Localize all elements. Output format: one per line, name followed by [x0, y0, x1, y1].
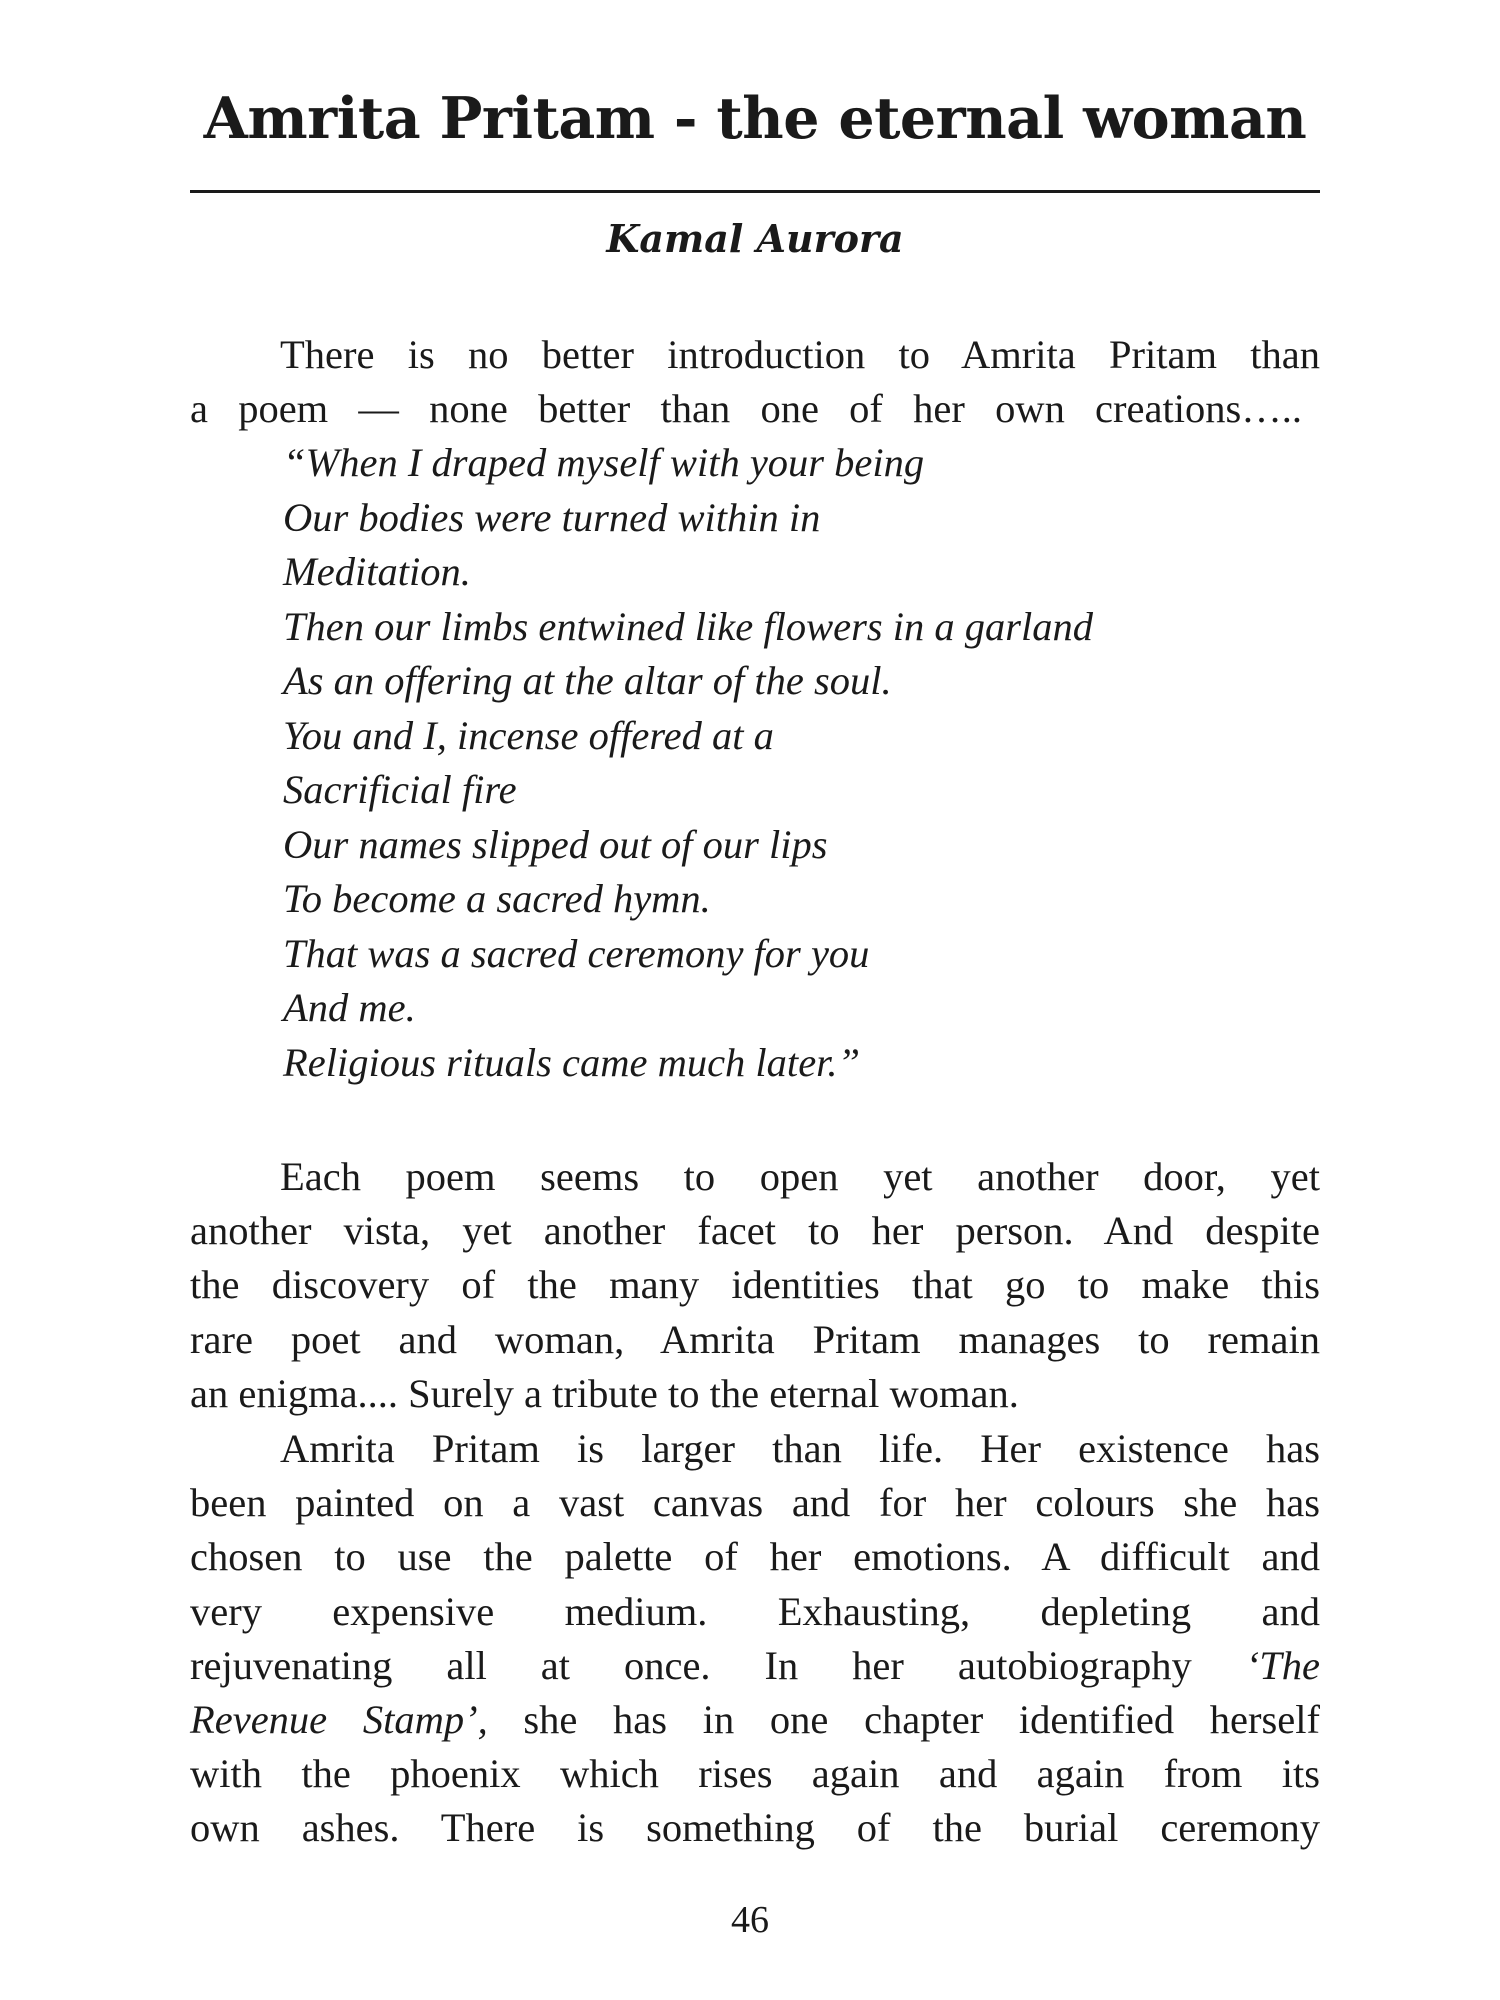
- intro-line: There is no better introduction to Amrita Pritam than: [280, 332, 1320, 377]
- poem: [283, 436, 1093, 1090]
- paragraph-2: [190, 1150, 1320, 1421]
- poem-line: Meditation.: [283, 549, 471, 594]
- paragraph-line: Amrita Pritam is larger than life. Her existence has: [280, 1426, 1320, 1471]
- paragraph-line: been painted on a vast canvas and for her colours she has: [190, 1480, 1320, 1526]
- paragraph-line: own ashes. There is something of the burial ceremony: [190, 1805, 1320, 1851]
- paragraph-line: rare poet and woman, Amrita Pritam manages to remain: [190, 1316, 1320, 1362]
- poem-line: Religious rituals came much later.”: [283, 1039, 861, 1085]
- intro-paragraph: [190, 328, 1320, 436]
- poem-line: To become a sacred hymn.: [283, 876, 711, 921]
- paragraph-line: an enigma.... Surely a tribute to the eternal woman.: [190, 1370, 1019, 1416]
- paragraph-fragment: rejuvenating all at once. In her autobiography: [190, 1642, 1192, 1688]
- paragraph-line: Each poem seems to open yet another door, yet: [280, 1154, 1320, 1199]
- paragraph-fragment: she has in one chapter identified herself: [523, 1697, 1320, 1743]
- poem-line: Sacrificial fire: [283, 767, 517, 812]
- paragraph-line: [190, 1639, 1320, 1693]
- title-divider: [190, 190, 1320, 193]
- poem-line: That was a sacred ceremony for you: [283, 930, 870, 976]
- paragraph-line: chosen to use the palette of her emotions. A difficult and: [190, 1534, 1320, 1580]
- intro-line: a poem — none better than one of her own creations…..: [190, 386, 1302, 432]
- author-name: Kamal Aurora: [606, 216, 904, 261]
- paragraph-line: another vista, yet another facet to her person. And despite: [190, 1208, 1320, 1254]
- paragraph-line: with the phoenix which rises again and again from its: [190, 1751, 1320, 1797]
- poem-line: Then our limbs entwined like flowers in a garland: [283, 603, 1093, 649]
- page-number: 46: [731, 1899, 769, 1941]
- paragraph-line: the discovery of the many identities that go to make this: [190, 1262, 1320, 1308]
- poem-line: As an offering at the altar of the soul.: [283, 658, 892, 703]
- poem-line: And me.: [283, 985, 416, 1030]
- book-title: ‘The: [1245, 1642, 1320, 1688]
- poem-line: Our bodies were turned within in: [283, 494, 821, 540]
- paragraph-3: [190, 1422, 1320, 1856]
- poem-line: Our names slipped out of our lips: [283, 821, 828, 867]
- paragraph-line: very expensive medium. Exhausting, depleting and: [190, 1588, 1320, 1634]
- poem-line: “When I draped myself with your being: [283, 440, 925, 485]
- book-title: Revenue Stamp’,: [190, 1697, 488, 1743]
- poem-line: You and I, incense offered at a: [283, 712, 774, 758]
- paragraph-line: [190, 1693, 1320, 1747]
- article-title: Amrita Pritam - the eternal woman: [203, 85, 1307, 152]
